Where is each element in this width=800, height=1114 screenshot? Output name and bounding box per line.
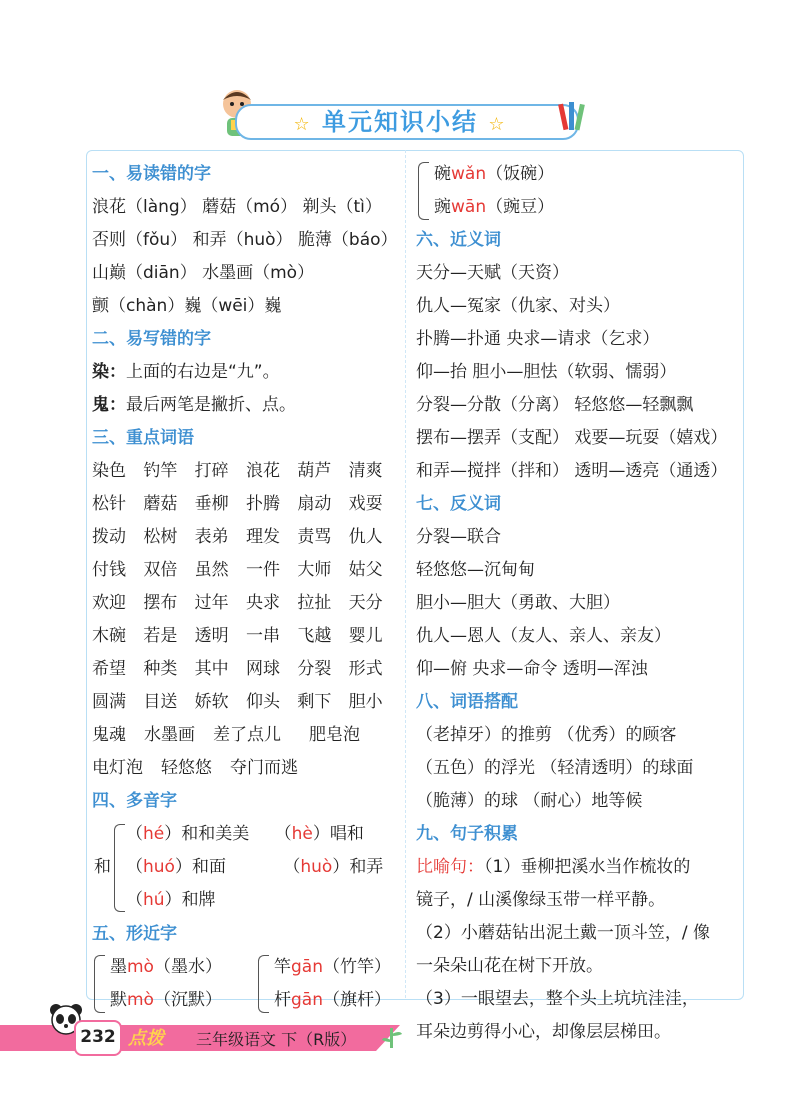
pinyin: huò — [300, 857, 333, 877]
similar-item: 杆gān（旗杆） — [274, 990, 391, 1010]
word: 网球 — [245, 659, 280, 679]
reading-item: 山巅（diān） — [92, 263, 197, 283]
writing-tip — [92, 356, 400, 389]
sentence-label: 比喻句： — [416, 857, 484, 877]
word: 差了点儿 — [213, 725, 281, 745]
pinyin: hú — [143, 890, 165, 910]
word: 胆小 — [348, 692, 383, 712]
word: 目送 — [143, 692, 178, 712]
word: 欢迎 — [92, 593, 126, 613]
word-grid — [92, 455, 400, 719]
word: 双倍 — [143, 560, 178, 580]
brace-icon — [114, 824, 125, 912]
left-column — [92, 158, 400, 1017]
sentence-line: 镜子，/ 山溪像绿玉带一样平静。 — [416, 890, 666, 910]
word: 一件 — [245, 560, 280, 580]
word: 钓竿 — [143, 461, 178, 481]
page-title — [215, 102, 585, 137]
word: 扇动 — [297, 494, 332, 514]
word: 木碗 — [92, 626, 126, 646]
section-heading: 七、反义词 — [416, 494, 501, 514]
word: 和弄 — [349, 857, 384, 877]
polyphone-row: （huó）和面 （huò）和弄 — [126, 857, 384, 877]
word: 其中 — [194, 659, 229, 679]
word: 娇软 — [194, 692, 229, 712]
antonym-line: 仇人—恩人（友人、亲人、亲友） — [416, 626, 671, 646]
section-heading: 八、词语搭配 — [416, 692, 518, 712]
word: 和牌 — [181, 890, 216, 910]
word: 摆布 — [143, 593, 178, 613]
star-icon: ☆ — [293, 114, 312, 135]
word: 分裂 — [297, 659, 332, 679]
word: 浪花 — [245, 461, 280, 481]
word: 扑腾 — [245, 494, 280, 514]
word: 付钱 — [92, 560, 126, 580]
word: 央求 — [245, 593, 280, 613]
word: 松针 — [92, 494, 126, 514]
word: 夺门而逃 — [230, 758, 298, 778]
polyphone-char: 和 — [94, 857, 111, 877]
word: 形式 — [348, 659, 383, 679]
pinyin: hé — [143, 824, 165, 844]
writing-text: 最后两笔是撇折、点。 — [126, 395, 296, 415]
writing-term: 染： — [92, 362, 126, 382]
brace-icon — [418, 162, 429, 220]
word: 打碎 — [194, 461, 229, 481]
word: 过年 — [194, 593, 229, 613]
collocation-line: （脆薄）的球 （耐心）地等候 — [416, 791, 643, 811]
word: 一串 — [245, 626, 280, 646]
word: 鬼魂 — [92, 725, 126, 745]
word: 理发 — [245, 527, 280, 547]
word-row — [92, 752, 400, 785]
sentence-line: 比喻句：（1）垂柳把溪水当作梳妆的 — [416, 857, 691, 877]
word: 表弟 — [194, 527, 229, 547]
word: 轻悠悠 — [161, 758, 212, 778]
antonym-line: 分裂—联合 — [416, 527, 501, 547]
reading-item: 蘑菇（mó） — [202, 197, 298, 217]
similar-chars — [92, 951, 400, 1017]
word: 种类 — [143, 659, 178, 679]
word: 唱和 — [329, 824, 364, 844]
reading-item: 颤（chàn）巍（wēi）巍 — [92, 296, 282, 316]
reading-row — [92, 257, 400, 290]
word: 和面 — [191, 857, 226, 877]
word: 松树 — [143, 527, 178, 547]
section-heading: 二、易写错的字 — [92, 329, 211, 349]
word: 拨动 — [92, 527, 126, 547]
antonym-line: 轻悠悠—沉甸甸 — [416, 560, 535, 580]
similar-item: 碗wǎn（饭碗） — [434, 164, 555, 184]
word: 姑父 — [348, 560, 383, 580]
book-title: 三年级语文 下（R版） — [196, 1030, 357, 1049]
antonym-line: 胆小—胆大（勇敢、大胆） — [416, 593, 620, 613]
word: 清爽 — [348, 461, 383, 481]
reading-item: 水墨画（mò） — [202, 263, 315, 283]
reading-row — [92, 290, 400, 323]
word: 蘑菇 — [143, 494, 178, 514]
polyphone-block — [92, 818, 400, 918]
page-number: 232 — [80, 1027, 116, 1047]
word: 葫芦 — [297, 461, 332, 481]
writing-term: 鬼： — [92, 395, 126, 415]
section-heading: 一、易读错的字 — [92, 164, 211, 184]
section-heading: 六、近义词 — [416, 230, 501, 250]
word: 大师 — [297, 560, 332, 580]
word: 若是 — [143, 626, 178, 646]
word: 婴儿 — [348, 626, 383, 646]
word: 肥皂泡 — [309, 725, 360, 745]
synonym-line: 和弄—搅拌（拌和） 透明—透亮（通透） — [416, 461, 728, 481]
reading-item: 脆薄（báo） — [297, 230, 398, 250]
column-divider — [405, 150, 407, 998]
word: 染色 — [92, 461, 126, 481]
similar-item: 豌wān（豌豆） — [434, 197, 555, 217]
synonym-line: 天分—天赋（天资） — [416, 263, 569, 283]
word: 虽然 — [194, 560, 229, 580]
word: 飞越 — [297, 626, 332, 646]
similar-item: 墨mò（墨水） — [110, 957, 222, 977]
sentence-line: （2）小蘑菇钻出泥土戴一顶斗笠，/ 像 — [416, 923, 710, 943]
word: 和和美美 — [181, 824, 250, 844]
synonym-line: 分裂—分散（分离） 轻悠悠—轻飘飘 — [416, 395, 694, 415]
synonym-line: 摆布—摆弄（支配） 戏要—玩耍（嬉戏） — [416, 428, 728, 448]
reading-item: 剃头（tì） — [302, 197, 382, 217]
polyphone-row: （hé）和和美美 （hè）唱和 — [126, 824, 364, 844]
word: 剩下 — [297, 692, 332, 712]
word: 戏耍 — [348, 494, 383, 514]
similar-item: 默mò（沉默） — [110, 990, 222, 1010]
word: 水墨画 — [144, 725, 195, 745]
synonym-line: 仰—抬 胆小—胆怯（软弱、懦弱） — [416, 362, 677, 382]
bamboo-icon — [380, 1026, 404, 1050]
similar-group — [256, 951, 391, 1017]
sentence-line: （3）一眼望去，整个头上坑坑洼洼， — [416, 989, 699, 1009]
word: 垂柳 — [194, 494, 229, 514]
star-icon: ☆ — [488, 114, 507, 135]
word: 透明 — [194, 626, 229, 646]
writing-tip — [92, 389, 400, 422]
collocation-line: （五色）的浮光 （轻清透明）的球面 — [416, 758, 694, 778]
sentence-line: 耳朵边剪得小心，却像层层梯田。 — [416, 1022, 671, 1042]
antonym-line: 仰—俯 央求—命令 透明—浑浊 — [416, 659, 648, 679]
word: 天分 — [348, 593, 383, 613]
reading-row — [92, 191, 400, 224]
reading-item: 浪花（làng） — [92, 197, 197, 217]
pinyin: hè — [291, 824, 313, 844]
pencils-icon — [555, 98, 595, 134]
word: 拉扯 — [297, 593, 332, 613]
word: 责骂 — [297, 527, 332, 547]
similar-item: 竿gān（竹竿） — [274, 957, 391, 977]
sentence-line: 一朵朵山花在树下开放。 — [416, 956, 603, 976]
section-heading: 四、多音字 — [92, 791, 177, 811]
reading-item: 和弄（huò） — [192, 230, 293, 250]
word-row — [92, 719, 400, 752]
page-number-box — [74, 1020, 122, 1056]
reading-row — [92, 224, 400, 257]
writing-text: 上面的右边是“九”。 — [126, 362, 280, 382]
polyphone-row: （hú）和牌 — [126, 890, 216, 910]
word: 电灯泡 — [92, 758, 143, 778]
word: 希望 — [92, 659, 126, 679]
brand-logo: 点拨 — [128, 1028, 164, 1049]
similar-group — [92, 951, 250, 1017]
word: 圆满 — [92, 692, 126, 712]
section-heading: 三、重点词语 — [92, 428, 194, 448]
section-heading: 五、形近字 — [92, 924, 177, 944]
reading-item: 否则（fǒu） — [92, 230, 188, 250]
brace-icon — [258, 955, 269, 1013]
title-text: 单元知识小结 — [322, 108, 478, 136]
pinyin: huó — [143, 857, 175, 877]
collocation-line: （老掉牙）的推剪 （优秀）的顾客 — [416, 725, 677, 745]
title-banner — [215, 96, 585, 142]
synonym-line: 仇人—冤家（仇家、对头） — [416, 296, 620, 316]
brace-icon — [94, 955, 105, 1013]
word: 仰头 — [245, 692, 280, 712]
word: 仇人 — [348, 527, 383, 547]
section-heading: 九、句子积累 — [416, 824, 518, 844]
right-column — [416, 158, 742, 1049]
synonym-line: 扑腾—扑通 央求—请求（乞求） — [416, 329, 660, 349]
similar-group — [416, 158, 742, 224]
